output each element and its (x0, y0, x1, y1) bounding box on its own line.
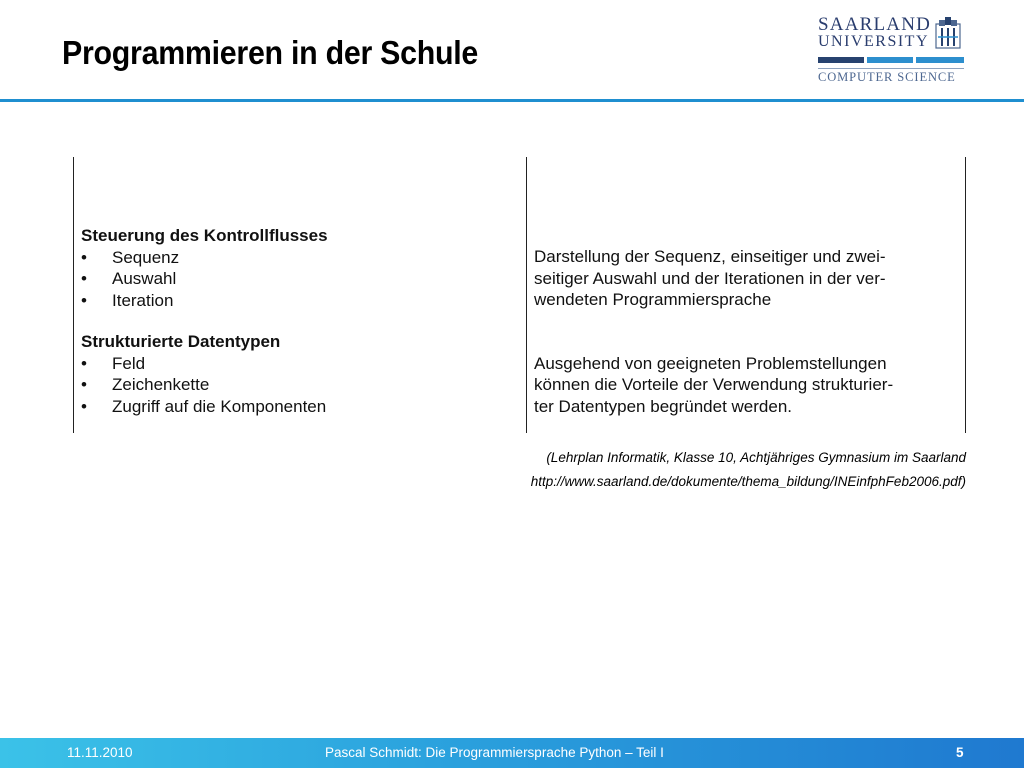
table-border-left (73, 157, 74, 433)
table-column-topics (81, 225, 521, 417)
list-item-label: Iteration (112, 290, 174, 310)
list-item (81, 396, 521, 418)
list-item (81, 374, 521, 396)
logo-bar-blue (916, 57, 964, 63)
source-citation (531, 446, 966, 494)
curriculum-table (73, 157, 967, 433)
section-heading-data-types: Strukturierte Datentypen (81, 332, 281, 351)
title-divider (0, 99, 1024, 102)
logo-bar-navy (818, 57, 864, 63)
table-border-middle (526, 157, 527, 433)
logo-text-university: UNIVERSITY (818, 33, 929, 50)
logo-bar-blue (867, 57, 913, 63)
list-item-label: Auswahl (112, 269, 177, 288)
table-border-right (965, 157, 966, 433)
bullet: • (81, 375, 87, 394)
goal-text-line: können die Vorteile der Verwendung strukturier- (534, 375, 894, 394)
goal-text-line: ter Datentypen begründet werden. (534, 396, 793, 416)
slide-title: Programmieren in der Schule (62, 34, 479, 71)
logo-text-saarland: SAARLAND (818, 14, 932, 35)
list-item-label: Feld (112, 353, 146, 373)
section-heading-control-flow: Steuerung des Kontrollflusses (81, 226, 328, 245)
bullet: • (81, 247, 87, 267)
bullet: • (81, 290, 87, 310)
university-logo (818, 14, 968, 88)
list-item (81, 268, 521, 290)
list-item-label: Sequenz (112, 247, 180, 267)
goal-text-line: seitiger Auswahl und der Iterationen in der ver- (534, 268, 886, 288)
footer-date: 11.11.2010 (67, 745, 133, 760)
bullet: • (81, 396, 87, 416)
footer-page-number: 5 (956, 745, 964, 760)
goal-text-line: wendeten Programmiersprache (534, 290, 772, 309)
goal-text-line: Darstellung der Sequenz, einseitiger und zwei- (534, 247, 886, 266)
goal-text-line: Ausgehend von geeigneten Problemstellungen (534, 353, 887, 373)
slide-footer (0, 738, 1024, 768)
bullet: • (81, 353, 87, 373)
university-crest-icon (933, 16, 963, 50)
footer-presenter-title: Pascal Schmidt: Die Programmiersprache Python – Teil I (325, 745, 664, 760)
logo-divider (818, 68, 964, 69)
citation-url: http://www.saarland.de/dokumente/thema_bildung/INEinfphFeb2006.pdf) (530, 474, 966, 489)
bullet: • (81, 269, 87, 288)
logo-text-computer-science: COMPUTER SCIENCE (818, 70, 956, 84)
table-column-goals (534, 246, 964, 417)
list-item (81, 353, 521, 375)
list-item (81, 290, 521, 312)
list-item-label: Zugriff auf die Komponenten (112, 396, 327, 416)
logo-color-bars (818, 57, 964, 63)
list-item (81, 247, 521, 269)
list-item-label: Zeichenkette (112, 375, 210, 394)
citation-line: (Lehrplan Informatik, Klasse 10, Achtjähriges Gymnasium im Saarland (546, 450, 966, 465)
